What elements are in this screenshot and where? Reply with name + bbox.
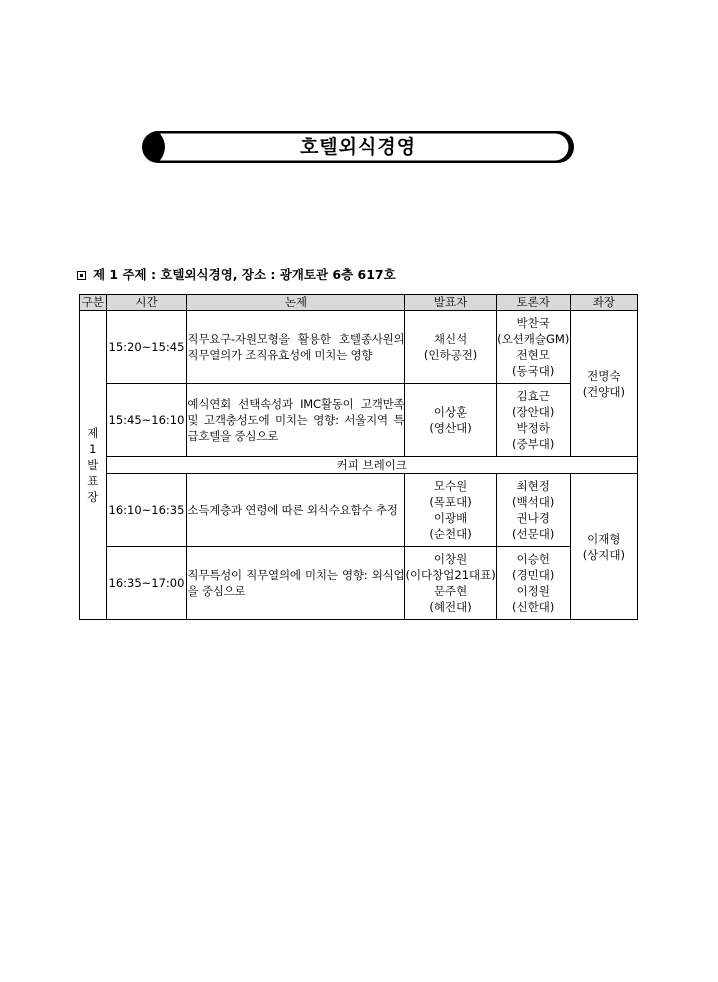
chair-name: 이재형 xyxy=(587,531,621,546)
session-heading-text: 제 1 주제 : 호텔외식경영, 장소 : 광개토관 6층 617호 xyxy=(93,267,396,282)
column-header: 발표자 xyxy=(405,295,496,311)
presenter-name: 이창원 xyxy=(433,552,468,566)
discussant-name: 최현정 xyxy=(516,479,550,493)
presenter-cell xyxy=(405,547,496,620)
time-cell: 16:10~16:35 xyxy=(106,474,187,547)
schedule-table xyxy=(79,294,638,620)
presenter-affiliation: (혜전대) xyxy=(429,600,472,614)
topic-cell: 직무요구-자원모형을 활용한 호텔종사원의 직무열의가 조직유효성에 미치는 영향 xyxy=(187,311,405,384)
title-banner xyxy=(142,131,574,163)
table-header-row xyxy=(80,295,638,311)
column-header: 논제 xyxy=(187,295,405,311)
table-row xyxy=(80,311,638,384)
topic-cell: 직무특성이 직무열의에 미치는 영향: 외식업을 중심으로 xyxy=(187,547,405,620)
discussant-name: 이정원 xyxy=(516,584,550,598)
discussant-affiliation: (장안대) xyxy=(512,405,555,419)
presenter-cell xyxy=(405,311,496,384)
time-cell: 16:35~17:00 xyxy=(106,547,187,620)
discussant-affiliation: (경민대) xyxy=(512,568,555,582)
coffee-break-cell: 커피 브레이크 xyxy=(106,457,637,474)
discussant-name: 권나경 xyxy=(516,511,550,525)
presenter-name: 채신석 xyxy=(433,332,468,346)
page-title: 호텔외식경영 xyxy=(299,136,417,158)
column-header: 시간 xyxy=(106,295,187,311)
presenter-name: 모수원 xyxy=(433,479,468,493)
presenter-affiliation: (영산대) xyxy=(429,421,472,435)
discussant-cell xyxy=(496,311,570,384)
presenter-cell xyxy=(405,384,496,457)
time-cell: 15:20~15:45 xyxy=(106,311,187,384)
presenter-name: 이상훈 xyxy=(433,405,468,419)
group-label-char: 표 xyxy=(87,474,99,488)
presenter-affiliation: (목포대) xyxy=(429,495,472,509)
group-label-char: 제 xyxy=(87,426,99,440)
discussant-cell xyxy=(496,384,570,457)
chair-name: 전명숙 xyxy=(587,368,621,383)
column-header: 좌장 xyxy=(570,295,637,311)
discussant-name: 박정하 xyxy=(516,421,550,435)
session-heading xyxy=(77,265,396,283)
presenter-affiliation: (이다창업21대표) xyxy=(405,568,496,582)
discussant-affiliation: (백석대) xyxy=(512,495,555,509)
presenter-name: 이광배 xyxy=(433,511,468,525)
time-cell: 15:45~16:10 xyxy=(106,384,187,457)
topic-cell: 예식연회 선택속성과 IMC활동이 고객만족 및 고객충성도에 미치는 영향: 서울지역 특급호텔을 중심으로 xyxy=(187,384,405,457)
discussant-cell xyxy=(496,547,570,620)
presenter-affiliation: (인하공전) xyxy=(423,348,478,362)
discussant-name: 이승헌 xyxy=(516,552,550,566)
discussant-affiliation: (선문대) xyxy=(512,527,555,541)
group-label-char: 1 xyxy=(89,442,97,456)
chair-affiliation: (건양대) xyxy=(582,384,625,399)
break-row xyxy=(80,457,638,474)
discussant-affiliation: (동국대) xyxy=(512,364,555,378)
topic-cell: 소득계층과 연령에 따른 외식수요함수 추정 xyxy=(187,474,405,547)
discussant-cell xyxy=(496,474,570,547)
chair-affiliation: (상지대) xyxy=(582,547,625,562)
group-label-char: 장 xyxy=(87,490,99,504)
discussant-name: 김효근 xyxy=(516,389,550,403)
discussant-affiliation: (중부대) xyxy=(512,437,555,451)
group-label-char: 발 xyxy=(87,458,99,472)
table-row xyxy=(80,547,638,620)
column-header: 구분 xyxy=(80,295,107,311)
discussant-affiliation: (오션캐슬GM) xyxy=(497,332,570,346)
chair-cell xyxy=(570,311,637,457)
presenter-affiliation: (순천대) xyxy=(429,527,472,541)
session-group-cell xyxy=(80,311,107,620)
presenter-name: 문주현 xyxy=(433,584,468,598)
presenter-cell xyxy=(405,474,496,547)
discussant-name: 박찬국 xyxy=(516,316,550,330)
discussant-affiliation: (신한대) xyxy=(512,600,555,614)
column-header: 토론자 xyxy=(496,295,570,311)
table-row xyxy=(80,384,638,457)
discussant-name: 전현모 xyxy=(516,348,550,362)
chair-cell xyxy=(570,474,637,620)
square-bullet-icon xyxy=(77,271,86,280)
table-row xyxy=(80,474,638,547)
